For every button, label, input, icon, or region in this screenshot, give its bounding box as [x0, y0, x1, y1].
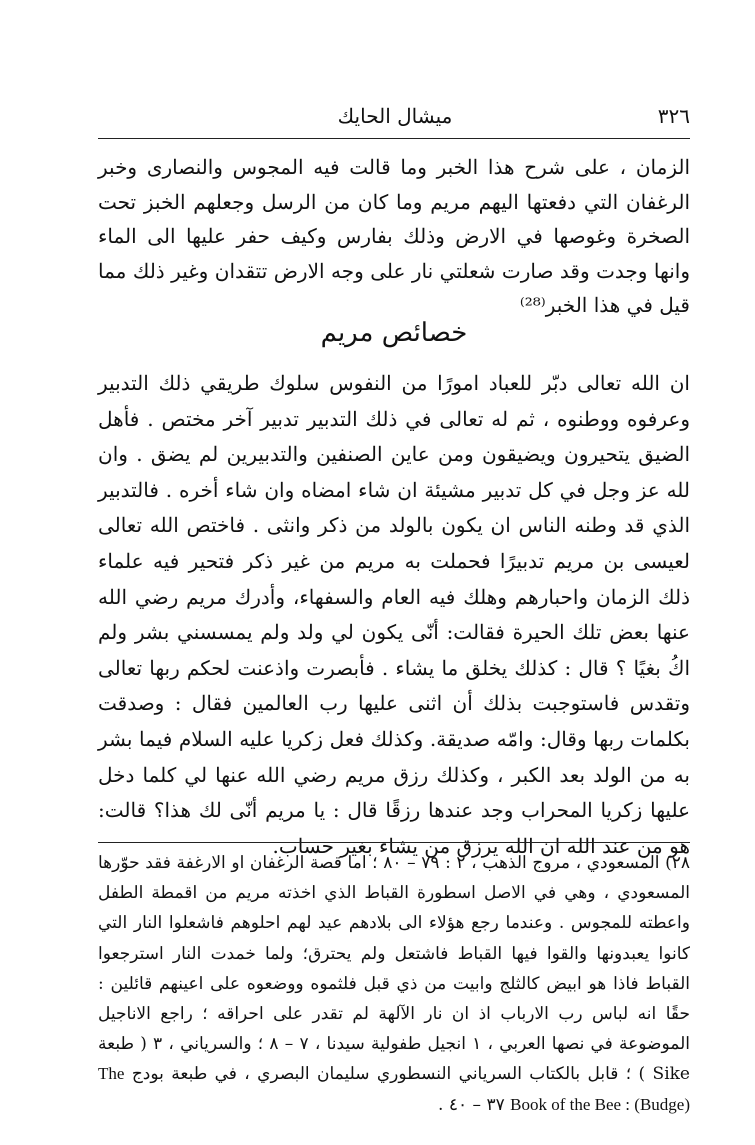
- footnote: [98, 848, 690, 1120]
- page-number: ٣٢٦: [657, 104, 690, 128]
- body-paragraph: ان الله تعالى دبّر للعباد امورًا من النفوس سلوك طريقي ذلك التدبير وعرفوه ووطنوه ، ثم له تعالى في ذلك التدبير تدبير آخر مختص . فأهل الضيق يتحيرون ويضيقون ومن عاين الصنفين والتدبيرين لم يضق . وان لله عز وجل في كل تدبير مشيئة ان شاء امضاه وان شاء أخره . فالتدبير الذي قد وطنه الناس ان يكون بالولد من ذكر وانثى . فاختص الله تعالى لعيسى بن مريم تدبيرًا فحملت به مريم من غير ذكر فتحير فيه علماء ذلك الزمان واحبارهم وهلك فيه العام والسفهاء، وأدرك مريم رضي الله عنها بعض تلك الحيرة فقالت: أنّى يكون لي ولد ولم يمسسني بشر ولم اكُ بغيًا ؟ قال : كذلك يخلق ما يشاء . فأبصرت واذعنت لحكم ربها تعالى وتقدس فاستوجبت بذلك أن اثنى عليها رب العالمين فقال : وصدقت بكلمات ربها وقال: وامّه صديقة. وكذلك فعل زكريا عليه السلام فيما بشر به من الولد بعد الكبر ، وكذلك رزق مريم رضي الله عنها لي كلما دخل عليها زكريا المحراب وجد عندها رزقًا قال : يا مريم أنّى لك هذا؟ قالت: هو من عند الله ان الله يرزق من يشاء بغير حساب.: [98, 371, 690, 858]
- section-heading: خصائص مريم: [320, 318, 468, 348]
- footnote-pages: ٣٧ – ٤٠ .: [438, 1094, 511, 1115]
- running-title: ميشال الحايك: [337, 104, 453, 128]
- page-header: [100, 100, 690, 136]
- footnote-divider: [98, 842, 690, 843]
- footnote-latin-citation: The Book of the Bee : (Budge): [98, 1064, 690, 1114]
- footnote-text: ٢٨) المسعودي ، مروج الذهب ، ٢ : ٧٩ – ٨٠ ؛ اما قصة الرغفان او الارغفة فقد حوّرها المسعودي ، وهي في الاصل اسطورة القباط الذي اخذته مريم من اقمطة الطفل واعطته للمجوس . وعندما رجع هؤلاء الى بلادهم عيد لهم احلوهم فاشعلوا النار التي كانوا يعبدونها والقوا فيها القباط فاشتعل ولم يحترق؛ ولما خمدت النار استرجعوا القباط فاذا هو ابيض كالثلج وابيت من ذي قبل فلثموه ووضعوه على اعينهم قائلين : حقًا انه لباس رب الارباب اذ ان نار الآلهة لم تقدر على احراقه ؛ راجع الاناجيل الموضوعة في نصها العربي ، ١ انجيل طفولية سيدنا ، ٧ – ٨ ؛ والسرياني ، ٣ ( طبعة Sike ) ؛ قابل بالكتاب السرياني النسطوري سليمان البصري ، في طبعة بودج: [98, 853, 691, 1085]
- header-divider: [98, 138, 690, 139]
- intro-paragraph: الزمان ، على شرح هذا الخبر وما قالت فيه المجوس والنصارى وخبر الرغفان التي دفعتها اليهم مريم وما كان من الرسل وجعلهم الخبز تحت الصخرة وغوصها في الارض وذلك بفارس وكيف حفر عليها الى الماء وانها وجدت وقد صارت شعلتي نار على وجه الارض تتقدان وغير ذلك مما قيل في هذا الخبر⁽²⁸⁾: [98, 155, 690, 317]
